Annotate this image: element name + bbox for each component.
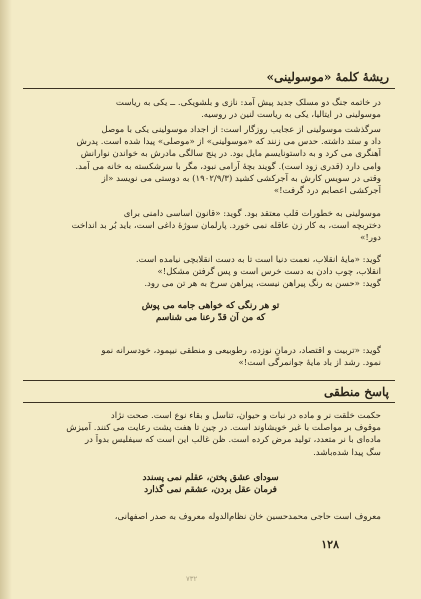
text-line: موسولینی در ایتالیا، یکی به ریاست لنین در روسیه. bbox=[201, 110, 381, 121]
text-line: سگ پیدا شده‌باشد. bbox=[313, 447, 381, 458]
heading-rule-top-2 bbox=[23, 380, 395, 381]
text-line: گوید: «مایهٔ انقلاب، نعمت دنیا است تا به دست انقلابچی نیامده است. bbox=[135, 255, 381, 265]
paragraph-5 bbox=[31, 345, 381, 369]
heading-rule-bottom-2 bbox=[23, 402, 395, 403]
page-number: ۱۲۸ bbox=[321, 538, 339, 551]
text-line: سرگذشت موسولینی از عجایب روزگار است: از اجداد موسولینی یکی با موصل bbox=[101, 125, 381, 135]
paragraph-3 bbox=[31, 208, 381, 245]
section-heading-mussolini: ریشهٔ کلمهٔ «موسولینی» bbox=[266, 70, 389, 84]
text-line: آجرکشی اعصابم درد گرفت!» bbox=[273, 186, 381, 197]
text-line: حکمت خلقت نر و ماده در نبات و حیوان، تناسل و بقاء نوع است. صحت نژاد bbox=[110, 411, 381, 421]
verse-1 bbox=[0, 300, 421, 324]
text-line: ماده‌ای با نر متعدد، تولید مرض کرده است. ظن غالب این است که سیفلیس بدواً در bbox=[85, 435, 381, 446]
text-line: موسولینی به خطورات قلب معتقد بود. گوید: «قانون اساسی دامنی برای bbox=[123, 209, 381, 219]
text-line: وقتی در سویس کارش به آجرکشی کشید (۱۹۰۲/۹/۳) به دوستی می نویسد «از bbox=[101, 173, 381, 184]
faint-archive-number: ۷۳۲ bbox=[186, 575, 198, 583]
text-line: دور!» bbox=[360, 233, 381, 244]
paragraph-2 bbox=[31, 124, 381, 197]
verse-2 bbox=[0, 472, 421, 496]
text-line: انقلاب، چوب دادن به دست خرس است و پس گرفتن مشکل!» bbox=[157, 267, 381, 278]
verse-line: تو هر رنگی که خواهی جامه می پوش bbox=[141, 301, 280, 311]
section-heading-logical-answer: پاسخ منطقی bbox=[324, 385, 389, 399]
paragraph-1 bbox=[31, 97, 381, 121]
verse-line: فرمان عقل بردن، عشقم نمی گذارد bbox=[144, 485, 277, 495]
text-line: دختربچه است، به کار زن عاقله نمی خورد. پارلمان سوژهٔ داغی است، باید بُر بد انداخت bbox=[71, 221, 381, 232]
verse-line: که من آن قدّ رعنا می شناسم bbox=[155, 313, 266, 323]
paragraph-4 bbox=[31, 254, 381, 291]
verse-line: سودای عشق پختن، عقلم نمی پسندد bbox=[142, 473, 279, 483]
text-line: گوید: «تربیت و اقتصاد، درمانِ نوزده، رطوبیعی و منطقی نیپمود، خودسرانه نمو bbox=[101, 346, 381, 356]
paragraph-7 bbox=[31, 511, 381, 523]
text-line: موقوف بر مواصلت با غیر خویشاوند است. در چین تا هفت پشت رعایت می کنند. آمیزش bbox=[66, 423, 381, 434]
text-line: داد و ستد داشته. حدس می زنند که «موسولینی» از «موصلی» پیدا شده است. پدرش bbox=[76, 137, 381, 148]
paragraph-6 bbox=[31, 410, 381, 459]
text-line: گوید: «حسن به رنگ پیراهن نیست، پیراهن سرخ به هر تن می رود. bbox=[144, 279, 381, 290]
text-line: معروف است حاجی محمدحسین خان نظام‌الدوله معروف به صدر اصفهانی، bbox=[114, 512, 381, 522]
text-line: وامی دارد (قدری زود است). گویند بچهٔ آرامی نبود، مگر با سرشکسته به خانه می آمد. bbox=[75, 161, 381, 172]
text-line: نمود. رشد از باد مایهٔ جوانمرگی است!» bbox=[238, 358, 381, 369]
text-line: آهنگری می کرد و به داستونایسم مایل بود. در پنج سالگی مادرش به خواندن نوارانش bbox=[80, 149, 381, 160]
text-line: در خاتمه جنگ دو مسلک جدید پیش آمد: نازی و بلشویکی. ــ یکی به ریاست bbox=[115, 98, 381, 108]
heading-rule-top bbox=[23, 88, 395, 89]
